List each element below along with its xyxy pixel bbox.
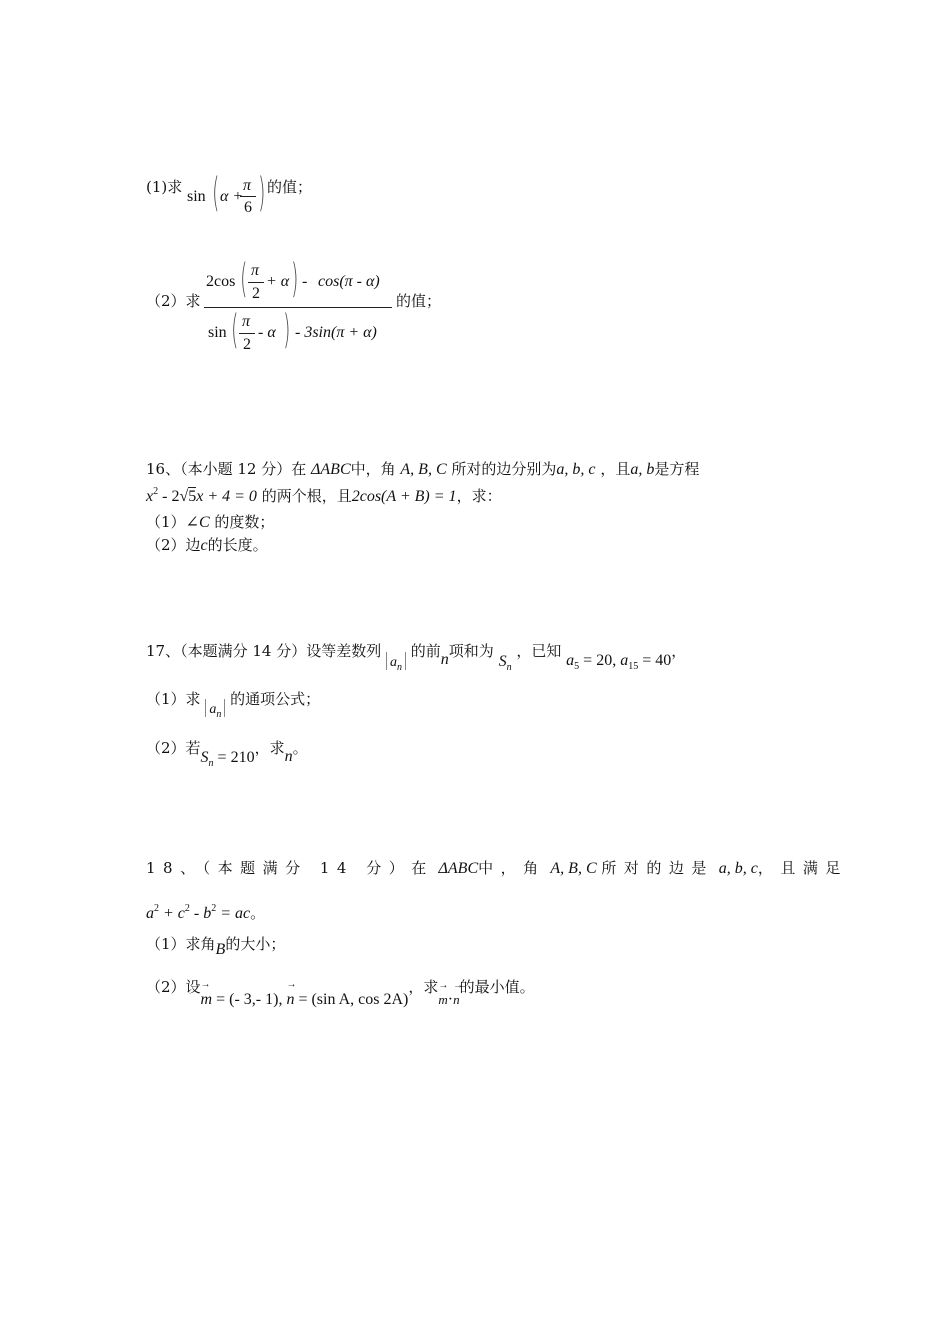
q18-eq-2c: 2 bbox=[184, 903, 190, 914]
q17-text2: 项和为 bbox=[448, 642, 494, 660]
q15-p1-pi: π bbox=[243, 177, 252, 194]
q15-p2-den-sin: sin bbox=[208, 324, 227, 341]
q16-sides: a, b, c bbox=[556, 461, 596, 478]
q17-p1-label: （1）求 bbox=[146, 690, 201, 708]
q15-p2-num-2cos: 2cos bbox=[206, 273, 236, 290]
q16-line2 bbox=[146, 485, 502, 506]
q18-line1 bbox=[146, 857, 848, 878]
q18-part1 bbox=[146, 933, 286, 958]
q16-eq-rest1: - 2 bbox=[158, 488, 180, 505]
q16-text2: 所对的边分别为 bbox=[451, 460, 557, 478]
q15-p1-tail: 的值； bbox=[267, 178, 313, 196]
q15-p2-den-rparen: ) bbox=[283, 307, 291, 353]
q18-p1-text: 的大小； bbox=[225, 935, 286, 953]
q18-p1-B: B bbox=[215, 941, 226, 958]
q18-equation bbox=[146, 902, 265, 923]
q18-eq-a: a bbox=[146, 905, 154, 922]
q17-a15-sub: 15 bbox=[628, 661, 639, 672]
q17-p2-end: 。 bbox=[292, 739, 308, 757]
q18-eq-end: 。 bbox=[250, 904, 266, 922]
q16-angles: A, B, C bbox=[400, 461, 447, 478]
q17-an-n: n bbox=[397, 662, 402, 673]
q18-p2-label: （2）设 bbox=[146, 978, 201, 996]
q15-p2-den-two: 2 bbox=[243, 336, 251, 353]
q15-p2-num-plus-alpha: + α bbox=[266, 273, 290, 290]
q18-eq-minus-b: - b bbox=[189, 905, 212, 922]
q17-line1 bbox=[146, 640, 687, 673]
q16-p2-c: c bbox=[200, 537, 208, 554]
q17-p1-braces bbox=[205, 699, 225, 720]
q17-a5-a: a bbox=[566, 652, 575, 669]
q18-text1: 中，角 bbox=[478, 859, 546, 877]
q17-p1-a: a bbox=[209, 702, 217, 717]
q18-eq-plus-c: + c bbox=[159, 905, 185, 922]
q15-p1-frac-line bbox=[240, 196, 256, 197]
q17-an-a: a bbox=[390, 655, 397, 670]
q18-eq-2b: 2 bbox=[211, 903, 217, 914]
q15-p1-alpha-plus: α + bbox=[220, 188, 244, 205]
q18-part2 bbox=[146, 976, 535, 1008]
q18-triangle: ΔABC bbox=[438, 860, 479, 877]
q16-text5: 的两个根，且 bbox=[261, 487, 352, 505]
q18-p2-text: ，求 bbox=[408, 978, 439, 996]
q18-p2-end: 的最小值。 bbox=[459, 978, 535, 996]
q18-p2-mval: = (- 3,- 1), bbox=[212, 991, 287, 1008]
q17-an-braces bbox=[386, 652, 406, 673]
q18-p2-m: → m bbox=[201, 991, 213, 1009]
q15-p2-tail: 的值； bbox=[396, 292, 442, 310]
q15-p1-rparen: ) bbox=[258, 170, 266, 216]
q16-line1 bbox=[146, 458, 699, 479]
q18-p2-n: → n bbox=[286, 991, 294, 1009]
q17-a5-sub: 5 bbox=[574, 661, 580, 672]
q18-sides: a, b, c bbox=[718, 860, 758, 877]
q16-cond: 2cos(A + B) = 1 bbox=[351, 488, 457, 505]
q15-p1-six: 6 bbox=[244, 199, 252, 216]
q17-p2-nvar: n bbox=[284, 748, 293, 765]
q15-p1-lparen: ( bbox=[212, 170, 220, 216]
q16-part2 bbox=[146, 534, 268, 555]
q17-a5-val: = 20, bbox=[579, 652, 621, 669]
q18-p2-dot-m: → m bbox=[438, 992, 447, 1008]
q16-eq-rest2: x + 4 = 0 bbox=[196, 488, 257, 505]
q17-text4: ， bbox=[671, 642, 687, 660]
q18-p2-dot-n: → n bbox=[453, 992, 460, 1008]
q15-p2-num-pi: π bbox=[251, 262, 260, 279]
q17-p2-n: n bbox=[208, 758, 214, 769]
q18-text2: 所对的边是 bbox=[601, 859, 714, 877]
q16-eq-root5: 5 bbox=[188, 488, 197, 505]
q16-ab: a, b bbox=[630, 461, 655, 478]
q18-p2-dot-product bbox=[438, 993, 459, 1008]
q16-triangle: ΔABC bbox=[311, 461, 351, 478]
q16-p2-label: （2）边 bbox=[146, 536, 201, 554]
q16-text6: ，求： bbox=[456, 487, 502, 505]
q17-label: 17、（本题满分 14 分）设等差数列 bbox=[146, 642, 382, 660]
q17-Sn-n: n bbox=[506, 662, 512, 673]
q17-part2 bbox=[146, 737, 308, 769]
q16-label: 16、（本小题 12 分）在 bbox=[146, 460, 307, 478]
q16-text1: 中，角 bbox=[350, 460, 396, 478]
q15-p2-num-minus: - bbox=[302, 273, 308, 290]
q16-p1-text: 的度数； bbox=[209, 513, 275, 531]
q16-part1 bbox=[146, 511, 274, 532]
q17-p1-n: n bbox=[216, 709, 222, 720]
q16-eq-x: x bbox=[146, 488, 154, 505]
q15-p2-num-frac-line bbox=[248, 282, 264, 283]
q18-label: 18、（本题满分 14 分）在 bbox=[146, 859, 434, 877]
q17-a15-a: a bbox=[620, 652, 629, 669]
q16-p1-angle: ∠C bbox=[185, 514, 210, 531]
q18-p2-vectors bbox=[201, 990, 409, 1008]
sqrt-icon: √ bbox=[179, 488, 189, 505]
q18-eq-2a: 2 bbox=[154, 903, 159, 914]
q18-p2-dot: · bbox=[447, 991, 454, 1008]
q18-text3: ，且满足 bbox=[757, 859, 848, 877]
q16-p2-text: 的长度。 bbox=[207, 536, 268, 554]
q16-p1-label: （1） bbox=[146, 513, 186, 531]
q15-p2-den-pi: π bbox=[242, 313, 251, 330]
q17-text3: ，已知 bbox=[516, 642, 562, 660]
q17-a15-val: = 40 bbox=[638, 652, 672, 669]
q17-p2-label: （2）若 bbox=[146, 739, 201, 757]
q17-p1-text: 的通项公式； bbox=[230, 690, 321, 708]
q17-Sn-S: S bbox=[498, 653, 507, 670]
q16-eq-sq: 2 bbox=[153, 486, 159, 497]
q15-p2-num-rparen: ) bbox=[291, 256, 299, 302]
q15-p2-den-minus-alpha: - α bbox=[258, 324, 276, 341]
q15-p1-sin: sin bbox=[187, 188, 206, 205]
q15-p2-num-two: 2 bbox=[252, 285, 260, 302]
q17-p2-S: S bbox=[200, 749, 209, 766]
q18-p2-nval: = (sin A, cos 2A) bbox=[294, 991, 409, 1008]
q15-p2-den-lparen: ( bbox=[231, 307, 239, 353]
q15-p1-label: (1)求 bbox=[146, 178, 183, 196]
q18-p1-label: （1）求角 bbox=[146, 935, 216, 953]
q15-p2-num-lparen: ( bbox=[240, 256, 248, 302]
q17-text1: 的前 bbox=[410, 642, 441, 660]
q17-part1 bbox=[146, 688, 321, 720]
q15-p2-label: （2）求 bbox=[146, 292, 201, 310]
q15-p2-num-cos: cos(π - α) bbox=[318, 273, 380, 290]
q17-p2-text: ，求 bbox=[254, 739, 285, 757]
q16-text3: ，且 bbox=[600, 460, 631, 478]
q17-n: n bbox=[440, 651, 449, 668]
q16-text4: 是方程 bbox=[654, 460, 700, 478]
q18-eq-rest: = ac bbox=[216, 905, 251, 922]
q17-p2-val: = 210 bbox=[213, 749, 255, 766]
q15-p2-den-rest: - 3sin(π + α) bbox=[295, 324, 377, 341]
q15-p2-den-frac-line bbox=[239, 333, 255, 334]
q18-angles: A, B, C bbox=[550, 860, 597, 877]
